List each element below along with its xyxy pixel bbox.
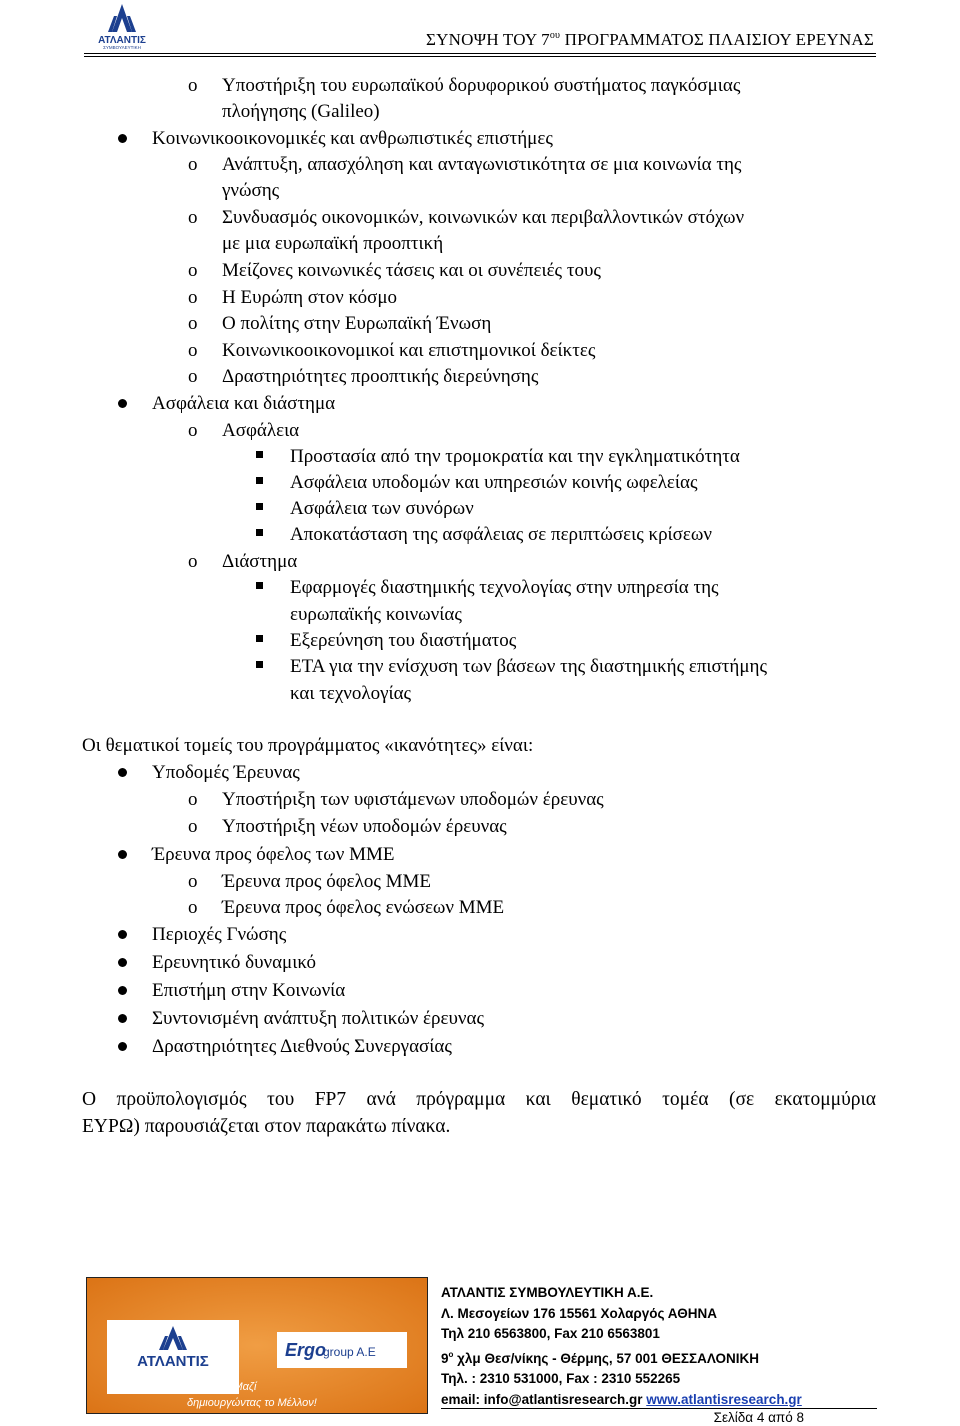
footer-email-row [441,1390,802,1411]
disc-bullet [118,768,127,777]
square-bullet [256,503,263,510]
circle-bullet: o [188,420,198,441]
circle-bullet: o [188,897,198,918]
disc-bullet [118,986,127,995]
list-item: Αποκατάσταση της ασφάλειας σε περιπτώσεις κρίσεων [290,524,712,545]
list-item: Ερευνητικό δυναμικό [152,952,317,973]
disc-bullet [118,958,127,967]
square-bullet [256,635,263,642]
list-item: Δραστηριότητες προοπτικής διερεύνησης [222,366,539,387]
footer-address-1: Λ. Μεσογείων 176 15561 Χολαργός ΑΘΗΝΑ [441,1305,717,1321]
circle-bullet: o [188,287,198,308]
banner-logo-text: ΑΤΛΑΝΤΙΣ [137,1353,209,1370]
square-bullet [256,451,263,458]
footer-rule [441,1408,877,1409]
paragraph-line: Ο προϋπολογισμός του FP7 ανά πρόγραμμα και θεματικό τομέα (σε εκατομμύρια [82,1089,876,1110]
list-item: Υποστήριξη νέων υποδομών έρευνας [222,816,507,837]
footer-website-link[interactable]: www.atlantisresearch.gr [646,1391,802,1407]
list-item: Έρευνα προς όφελος των ΜΜΕ [152,844,395,865]
list-item: Ασφάλεια και διάστημα [152,393,336,414]
disc-bullet [118,134,127,143]
list-item-continued: και τεχνολογίας [290,683,412,704]
circle-bullet: o [188,340,198,361]
circle-bullet: o [188,260,198,281]
footer-phone-1: Τηλ 210 6563800, Fax 210 6563801 [441,1326,660,1341]
list-item: Ασφάλεια υποδομών και υπηρεσιών κοινής ωφελείας [290,472,698,493]
list-item: Εφαρμογές διαστημικής τεχνολογίας στην υπηρεσία της [290,577,719,598]
list-item: Προστασία από την τρομοκρατία και την εγκληματικότητα [290,446,740,467]
footer-contact [441,1283,802,1410]
page-number: Σελίδα 4 από 8 [713,1410,804,1425]
list-item: Εξερεύνηση του διαστήματος [290,630,517,651]
square-bullet [256,582,263,589]
square-bullet [256,477,263,484]
circle-bullet: o [188,313,198,334]
header-title: ΣΥΝΟΨΗ ΤΟΥ $7^{o\upsilon}$ ΠΡΟΓΡΑΜΜΑΤΟΣ ΠΛΑΙΣΙΟΥ ΕΡΕΥΝΑΣ [426,30,874,49]
footer-phone-2: Τηλ. : 2310 531000, Fax : 2310 552265 [441,1371,681,1386]
list-item: Ασφάλεια [222,420,300,441]
circle-bullet: o [188,816,198,837]
circle-bullet: o [188,871,198,892]
disc-bullet [118,850,127,859]
disc-bullet [118,1042,127,1051]
list-item: Ανάπτυξη, απασχόληση και ανταγωνιστικότητα σε μια κοινωνία της [222,154,742,175]
list-item: Περιοχές Γνώσης [152,924,287,945]
header-rule [84,53,876,54]
list-item: Διάστημα [222,551,298,572]
list-item: Συνδυασμός οικονομικών, κοινωνικών και περιβαλλοντικών στόχων [222,207,745,228]
list-item: Ο πολίτης στην Ευρωπαϊκή Ένωση [222,313,492,334]
banner-tagline: δημιουργώντας το Μέλλον! [187,1397,317,1409]
circle-bullet: o [188,789,198,810]
square-bullet [256,529,263,536]
list-item: Δραστηριότητες Διεθνούς Συνεργασίας [152,1036,452,1057]
circle-bullet: o [188,551,198,572]
list-item: Έρευνα προς όφελος ενώσεων ΜΜΕ [222,897,505,918]
list-item: Κοινωνικοοικονομικές και ανθρωπιστικές επιστήμες [152,128,553,149]
circle-bullet: o [188,154,198,175]
list-item: Υποστήριξη των υφιστάμενων υποδομών έρευνας [222,789,604,810]
square-bullet [256,661,263,668]
paragraph-line: ΕΥΡΩ) παρουσιάζεται στον παρακάτω πίνακα. [82,1116,451,1137]
section-intro: Οι θεματικοί τομείς του προγράμματος «ικανότητες» είναι: [82,735,534,756]
list-item: Μείζονες κοινωνικές τάσεις και οι συνέπειές τους [222,260,601,281]
list-item: ΕΤΑ για την ενίσχυση των βάσεων της διαστημικής επιστήμης [290,656,768,677]
footer-address-2: $9^o$ χλμ Θεσ/νίκης - Θέρμης, 57 001 ΘΕΣΣΑΛΟΝΙΚΗ [441,1349,760,1366]
footer-email[interactable]: email: info@atlantisresearch.gr [441,1391,643,1407]
list-item: Επιστήμη στην Κοινωνία [152,980,346,1001]
header-rule-2 [84,56,876,57]
list-item: Έρευνα προς όφελος ΜΜΕ [222,871,432,892]
list-item-continued: ευρωπαϊκής κοινωνίας [290,604,462,625]
list-item: Υποδομές Έρευνας [152,762,300,783]
list-item: Υποστήριξη του ευρωπαϊκού δορυφορικού συστήματος παγκόσμιας [222,75,741,96]
list-item-continued: γνώσης [222,180,280,201]
disc-bullet [118,930,127,939]
banner-partner-text-2: group A.E [323,1345,376,1359]
atlantis-logo [86,2,158,50]
banner-with-text: Μαζί [233,1381,257,1393]
footer-banner [86,1277,428,1414]
list-item-continued: με μια ευρωπαϊκή προοπτική [222,233,444,254]
footer-company: ΑΤΛΑΝΤΙΣ ΣΥΜΒΟΥΛΕΥΤΙΚΗ Α.Ε. [441,1285,654,1300]
list-item: Συντονισμένη ανάπτυξη πολιτικών έρευνας [152,1008,484,1029]
budget-paragraph [82,1086,876,1140]
circle-bullet: o [188,207,198,228]
circle-bullet: o [188,366,198,387]
list-item: Ασφάλεια των συνόρων [290,498,474,519]
list-item: Η Ευρώπη στον κόσμο [222,287,398,308]
list-item-continued: πλοήγησης (Galileo) [222,101,380,122]
disc-bullet [118,399,127,408]
logo-text: ΑΤΛΑΝΤΙΣ [98,35,146,46]
disc-bullet [118,1014,127,1023]
logo-subtext: ΣΥΜΒΟΥΛΕΥΤΙΚΗ [103,45,141,50]
circle-bullet: o [188,75,198,96]
banner-partner-text: Ergo [285,1340,327,1360]
list-item: Κοινωνικοοικονομικοί και επιστημονικοί δείκτες [222,340,596,361]
